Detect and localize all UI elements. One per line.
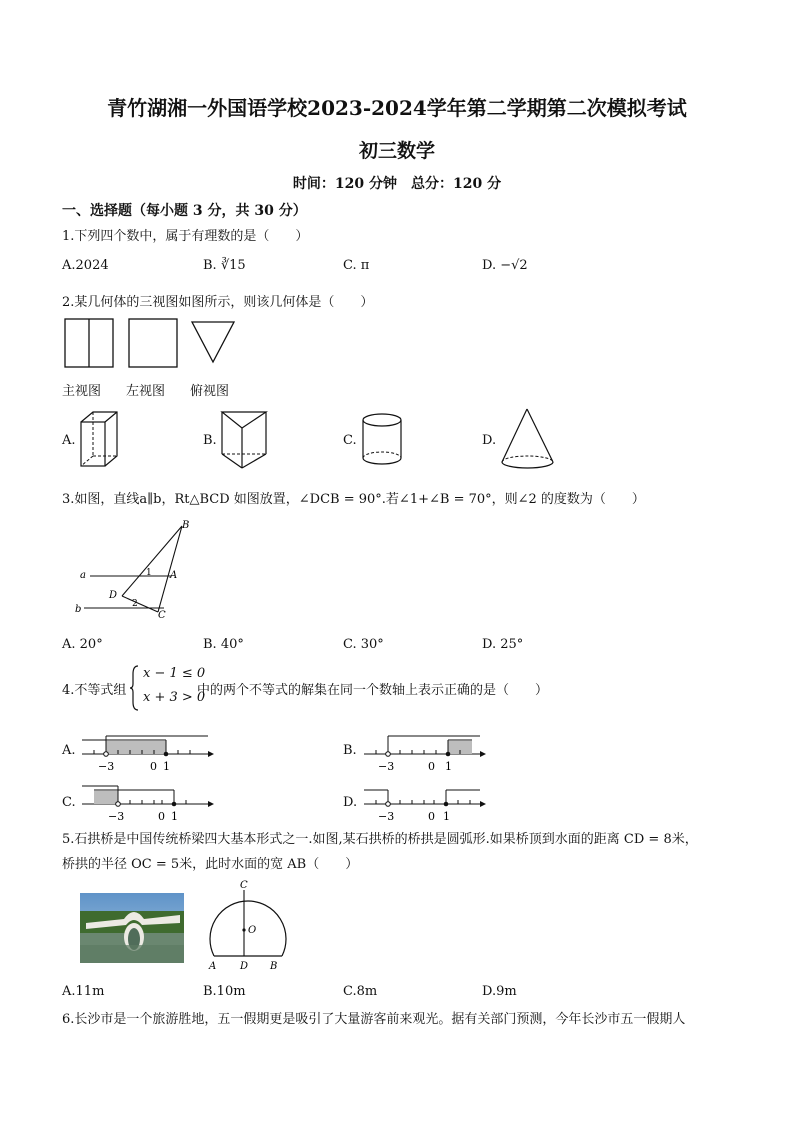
q2-option-d: D. [482,433,497,448]
q3-option-b: B. 40° [203,637,244,652]
label-a: A [170,570,178,581]
q3-option-c: C. 30° [343,637,384,652]
q1-option-b: B. ∛15 [203,258,246,273]
tick-neg3: −3 [108,810,125,823]
tick-1: 1 [445,760,452,773]
label-line-b: b [75,604,82,615]
number-line-c [78,782,214,824]
q5-option-d: D.9m [482,984,517,999]
q1-option-d: D. −√2 [482,258,528,273]
q4-stem-prefix: 4.不等式组 [62,683,127,698]
top-view [192,322,234,362]
label-c: C [240,880,248,891]
q4-option-d: D. [343,795,358,810]
label-o: O [248,925,257,936]
q4-inequality-2: x + 3 > 0 [143,690,206,705]
tick-1: 1 [443,810,450,823]
label-angle-1: 1 [146,568,152,578]
q4-option-a: A. [62,743,76,758]
tick-0: 0 [158,810,165,823]
label-d: D [240,961,249,972]
q1-option-a: A.2024 [62,258,109,273]
q2-three-views [62,316,242,372]
q4-stem-suffix: 中的两个不等式的解集在同一个数轴上表示正确的是（ ） [197,683,549,698]
label-d: D [109,590,118,601]
q1-stem: 1.下列四个数中，属于有理数的是（ ） [62,229,309,244]
label-line-a: a [80,570,86,581]
q5-option-c: C.8m [343,984,378,999]
number-line-b [360,728,490,774]
q5-option-a: A.11m [62,984,105,999]
number-line-a [78,728,214,774]
exam-subtitle: 初三数学 [358,140,435,162]
label-b: B [182,520,190,531]
label-angle-2: 2 [132,599,138,609]
tick-0: 0 [428,810,435,823]
q3-stem: 3.如图，直线a∥b，Rt△BCD 如图放置，∠DCB = 90°.若∠1+∠B = 70°，则∠2 的度数为（ ） [62,492,645,507]
tick-neg3: −3 [98,760,115,773]
number-line-d [360,782,490,824]
triangular-prism-figure [218,408,270,470]
arch-bridge-photo [80,893,184,963]
q3-option-d: D. 25° [482,637,524,652]
q3-figure [72,518,202,624]
q3-option-a: A. 20° [62,637,103,652]
q5-option-b: B.10m [203,984,246,999]
cone-figure [498,406,558,472]
q4-option-b: B. [343,743,357,758]
q4-option-c: C. [62,795,76,810]
q4-inequality-1: x − 1 ≤ 0 [143,666,206,681]
tick-neg3: −3 [378,760,395,773]
section-heading: 一、选择题（每小题 3 分，共 30 分） [62,203,307,219]
tick-neg3: −3 [378,810,395,823]
q2-stem: 2.某几何体的三视图如图所示，则该几何体是（ ） [62,295,374,310]
label-b: B [270,961,278,972]
q2-option-b: B. [203,433,217,448]
tick-0: 0 [150,760,157,773]
cylinder-figure [360,410,406,470]
q1-option-c: C. π [343,258,370,273]
exam-meta: 时间：120 分钟 总分：120 分 [292,176,502,192]
q6-stem: 6.长沙市是一个旅游胜地，五一假期更是吸引了大量游客前来观光。据有关部门预测，今年长沙市五一假期人 [62,1012,686,1027]
system-brace [130,664,140,712]
tick-0: 0 [428,760,435,773]
q5-arch-figure [200,880,292,974]
tick-1: 1 [171,810,178,823]
front-view-label: 主视图 [62,384,102,399]
q2-option-a: A. [62,433,76,448]
q5-stem-line2: 桥拱的半径 OC = 5米，此时水面的宽 AB（ ） [62,857,359,872]
top-view-label: 俯视图 [190,384,230,399]
side-view [129,319,177,367]
side-view-label: 左视图 [126,384,166,399]
q2-option-c: C. [343,433,357,448]
label-c: C [158,610,166,621]
prism-rect-figure [78,408,122,470]
label-a: A [209,961,217,972]
tick-1: 1 [163,760,170,773]
q5-stem-line1: 5.石拱桥是中国传统桥梁四大基本形式之一.如图,某石拱桥的桥拱是圆弧形.如果桥顶到水面的距离 CD = 8米， [62,832,698,847]
exam-title: 青竹湖湘一外国语学校2023-2024学年第二学期第二次模拟考试 [107,96,687,120]
